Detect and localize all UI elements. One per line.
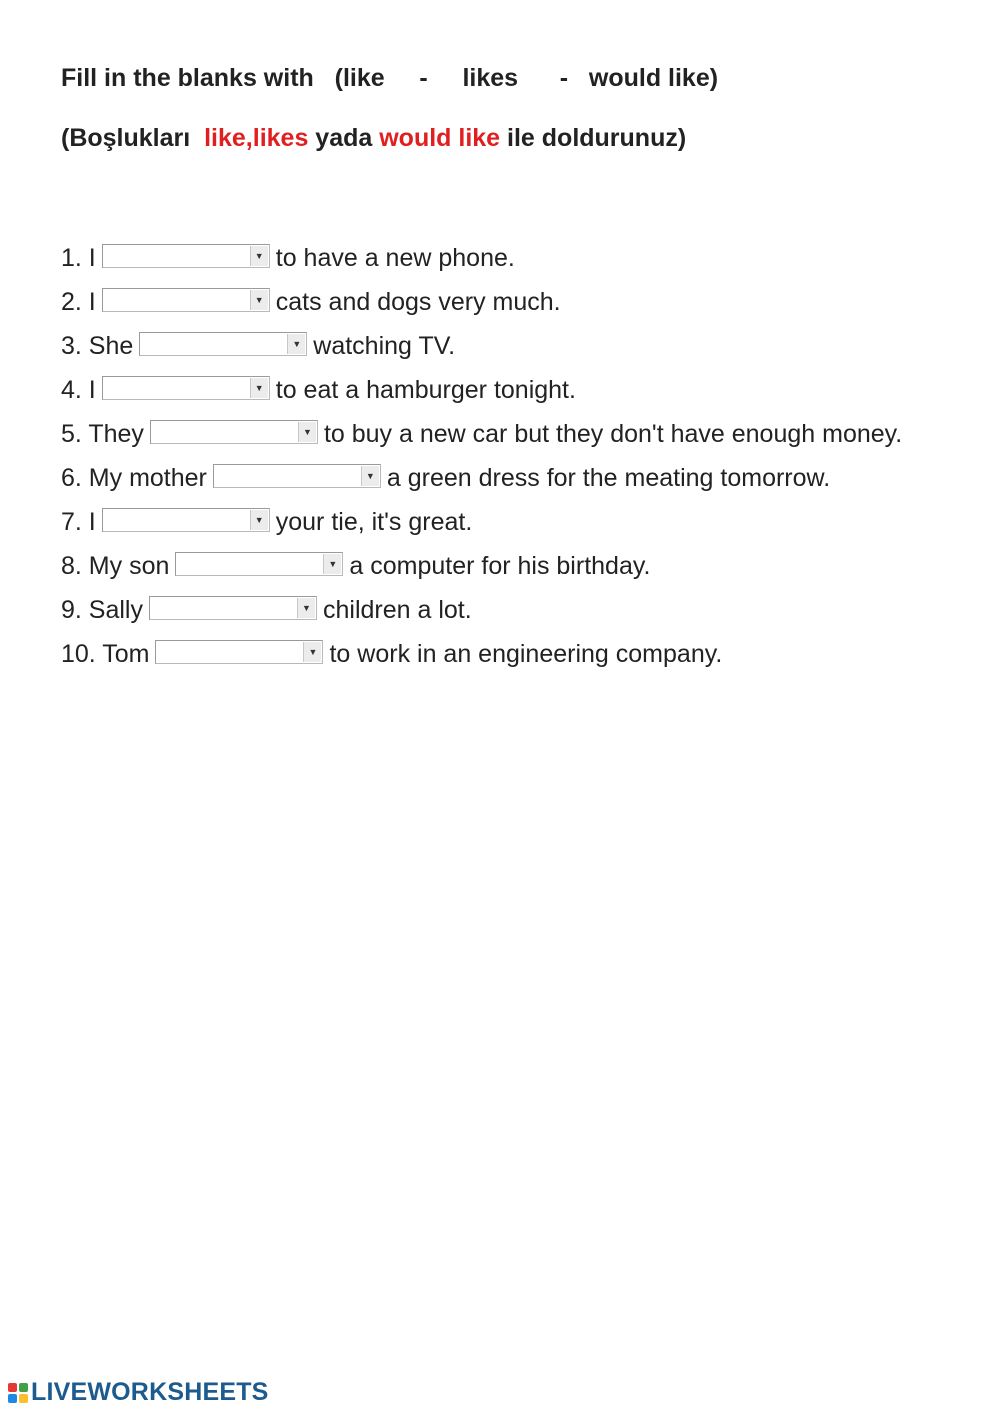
question-ending: children a lot.	[322, 596, 472, 624]
question-list	[61, 236, 961, 676]
brand-footer	[8, 1378, 269, 1407]
question-stem: 5. They	[61, 420, 144, 448]
question-stem: 7. I	[61, 508, 96, 536]
logo-square-icon	[19, 1394, 28, 1403]
answer-dropdown-2[interactable]	[102, 288, 270, 312]
subtitle-comma: ,	[245, 124, 253, 152]
chevron-down-icon[interactable]: ▼	[250, 246, 268, 266]
chevron-down-icon[interactable]: ▼	[287, 334, 305, 354]
question-item-8	[61, 544, 961, 588]
brand-name: LIVEWORKSHEETS	[31, 1378, 269, 1406]
question-ending: to buy a new car but they don't have enough money.	[323, 420, 903, 448]
chevron-down-icon[interactable]: ▼	[250, 290, 268, 310]
chevron-down-icon[interactable]: ▼	[323, 554, 341, 574]
subtitle-suffix: ile doldurunuz)	[500, 124, 687, 152]
subtitle-word-likes: likes	[252, 124, 309, 152]
question-item-9	[61, 588, 961, 632]
question-ending: to eat a hamburger tonight.	[275, 376, 576, 404]
chevron-down-icon[interactable]: ▼	[250, 378, 268, 398]
question-item-10	[61, 632, 961, 676]
answer-dropdown-3[interactable]	[139, 332, 307, 356]
question-stem: 10. Tom	[61, 640, 150, 668]
question-ending: watching TV.	[313, 332, 456, 360]
question-ending: a green dress for the meating tomorrow.	[386, 464, 831, 492]
logo-square-icon	[8, 1383, 17, 1392]
question-item-3	[61, 324, 961, 368]
question-ending: to work in an engineering company.	[329, 640, 723, 668]
subtitle-middle: yada	[308, 124, 380, 152]
question-item-5	[61, 412, 961, 456]
answer-dropdown-9[interactable]	[149, 596, 317, 620]
worksheet-subtitle	[61, 120, 686, 156]
worksheet-title: Fill in the blanks with (like - likes - would like)	[61, 64, 719, 92]
question-stem: 2. I	[61, 288, 96, 316]
answer-dropdown-5[interactable]	[150, 420, 318, 444]
logo-square-icon	[8, 1394, 17, 1403]
question-ending: to have a new phone.	[275, 244, 515, 272]
subtitle-word-would-like: would like	[379, 124, 501, 152]
question-item-4	[61, 368, 961, 412]
question-stem: 6. My mother	[61, 464, 207, 492]
chevron-down-icon[interactable]: ▼	[298, 422, 316, 442]
answer-dropdown-10[interactable]	[155, 640, 323, 664]
question-stem: 4. I	[61, 376, 96, 404]
question-stem: 1. I	[61, 244, 96, 272]
question-ending: cats and dogs very much.	[275, 288, 561, 316]
answer-dropdown-7[interactable]	[102, 508, 270, 532]
chevron-down-icon[interactable]: ▼	[361, 466, 379, 486]
question-ending: your tie, it's great.	[275, 508, 473, 536]
question-stem: 8. My son	[61, 552, 170, 580]
subtitle-word-like: like	[204, 124, 246, 152]
chevron-down-icon[interactable]: ▼	[250, 510, 268, 530]
logo-square-icon	[19, 1383, 28, 1392]
question-stem: 9. Sally	[61, 596, 143, 624]
chevron-down-icon[interactable]: ▼	[297, 598, 315, 618]
chevron-down-icon[interactable]: ▼	[303, 642, 321, 662]
question-item-1	[61, 236, 961, 280]
subtitle-prefix: (Boşlukları	[61, 124, 205, 152]
question-item-6	[61, 456, 961, 500]
question-item-2	[61, 280, 961, 324]
liveworksheets-logo-icon	[8, 1383, 28, 1403]
question-item-7	[61, 500, 961, 544]
question-ending: a computer for his birthday.	[349, 552, 651, 580]
answer-dropdown-1[interactable]	[102, 244, 270, 268]
question-stem: 3. She	[61, 332, 134, 360]
answer-dropdown-4[interactable]	[102, 376, 270, 400]
answer-dropdown-8[interactable]	[175, 552, 343, 576]
answer-dropdown-6[interactable]	[213, 464, 381, 488]
